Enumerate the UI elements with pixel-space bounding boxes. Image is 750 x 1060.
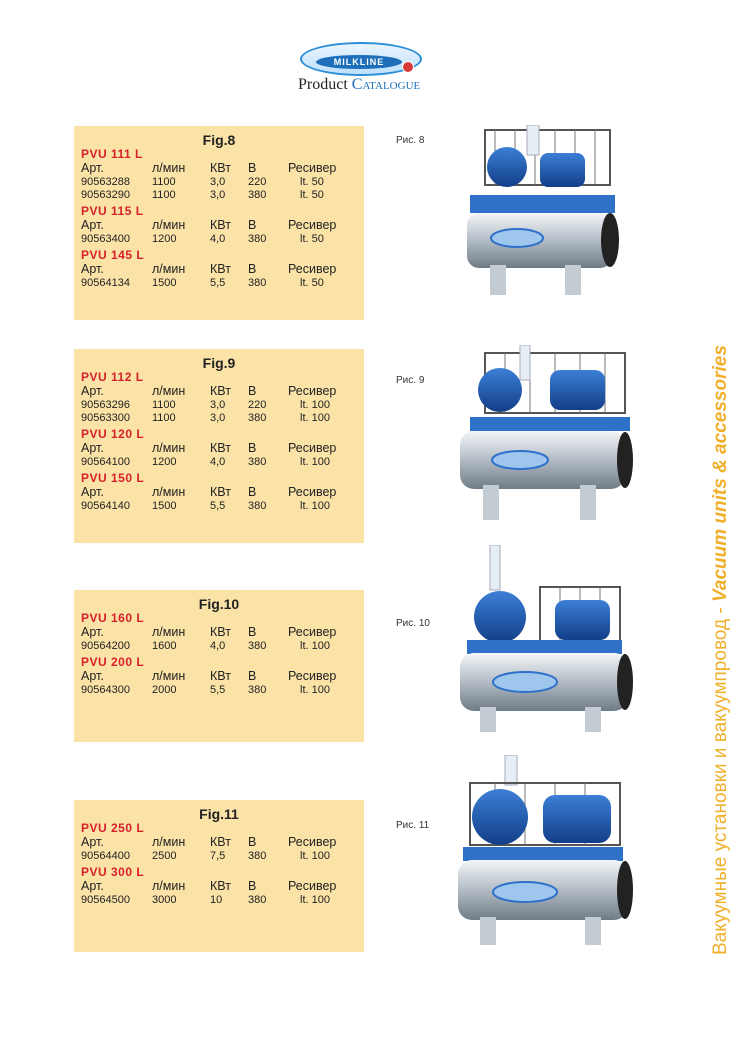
model-name: PVU 115 L [81,204,144,218]
table-header: Арт. л/мин КВт В Ресивер [81,218,337,232]
model-name: PVU 145 L [81,248,145,262]
table-row: 90564500 3000 10 380 lt. 100 [81,894,330,906]
card-title: Fig.8 [202,132,236,148]
table-header: Арт. л/мин КВт В Ресивер [81,879,337,893]
table-header: Арт. л/мин КВт В Ресивер [81,441,337,455]
vacuum-unit-photo-fig10 [455,545,635,735]
spec-card-fig9 [74,349,364,543]
figure-caption: Рис. 11 [396,820,430,831]
vacuum-unit-photo-fig9 [455,345,635,525]
table-row: 90563288 1100 3,0 220 lt. 50 [81,176,324,188]
spec-card-fig11 [74,800,364,952]
table-header: Арт. л/мин КВт В Ресивер [81,262,337,276]
side-caption-en: Vacuum units & accessories [710,345,731,603]
model-name: PVU 111 L [81,147,143,161]
side-caption-ru: Вакуумные установки и вакуумпровод [710,618,731,955]
side-caption: Вакуумные установки и вакуумпровод - Vacuum units & accessories [710,345,731,955]
model-name: PVU 160 L [81,611,145,625]
vacuum-unit-photo-fig11 [455,755,635,950]
catalogue-title: Product Catalogue [298,76,421,93]
table-header: Арт. л/мин КВт В Ресивер [81,625,337,639]
table-header: Арт. л/мин КВт В Ресивер [81,669,337,683]
table-row: 90564100 1200 4,0 380 lt. 100 [81,456,330,468]
table-row: 90564400 2500 7,5 380 lt. 100 [81,850,330,862]
figure-caption: Рис. 9 [396,375,425,386]
table-header: Арт. л/мин КВт В Ресивер [81,384,337,398]
table-row: 90564200 1600 4,0 380 lt. 100 [81,640,330,652]
spec-card-fig10 [74,590,364,742]
figure-caption: Рис. 10 [396,618,430,629]
vacuum-unit-photo-fig8 [455,125,625,300]
table-header: Арт. л/мин КВт В Ресивер [81,485,337,499]
table-row: 90563296 1100 3,0 220 lt. 100 [81,399,330,411]
table-row: 90564300 2000 5,5 380 lt. 100 [81,684,330,696]
model-name: PVU 250 L [81,821,145,835]
figure-caption: Рис. 8 [396,135,425,146]
model-name: PVU 300 L [81,865,145,879]
logo-dot-icon [402,61,414,73]
table-row: 90564140 1500 5,5 380 lt. 100 [81,500,330,512]
table-header: Арт. л/мин КВт В Ресивер [81,161,337,175]
spec-card-fig8 [74,126,364,320]
table-row: 90563290 1100 3,0 380 lt. 50 [81,189,324,201]
card-title: Fig.9 [202,355,236,371]
model-name: PVU 200 L [81,655,145,669]
card-title: Fig.11 [199,806,239,822]
table-row: 90564134 1500 5,5 380 lt. 50 [81,277,324,289]
model-name: PVU 120 L [81,427,145,441]
table-header: Арт. л/мин КВт В Ресивер [81,835,337,849]
table-row: 90563400 1200 4,0 380 lt. 50 [81,233,324,245]
table-row: 90563300 1100 3,0 380 lt. 100 [81,412,330,424]
logo-wordmark: MILKLINE [316,55,402,69]
model-name: PVU 112 L [81,370,144,384]
model-name: PVU 150 L [81,471,145,485]
card-title: Fig.10 [198,596,240,612]
brand-logo [296,38,436,100]
